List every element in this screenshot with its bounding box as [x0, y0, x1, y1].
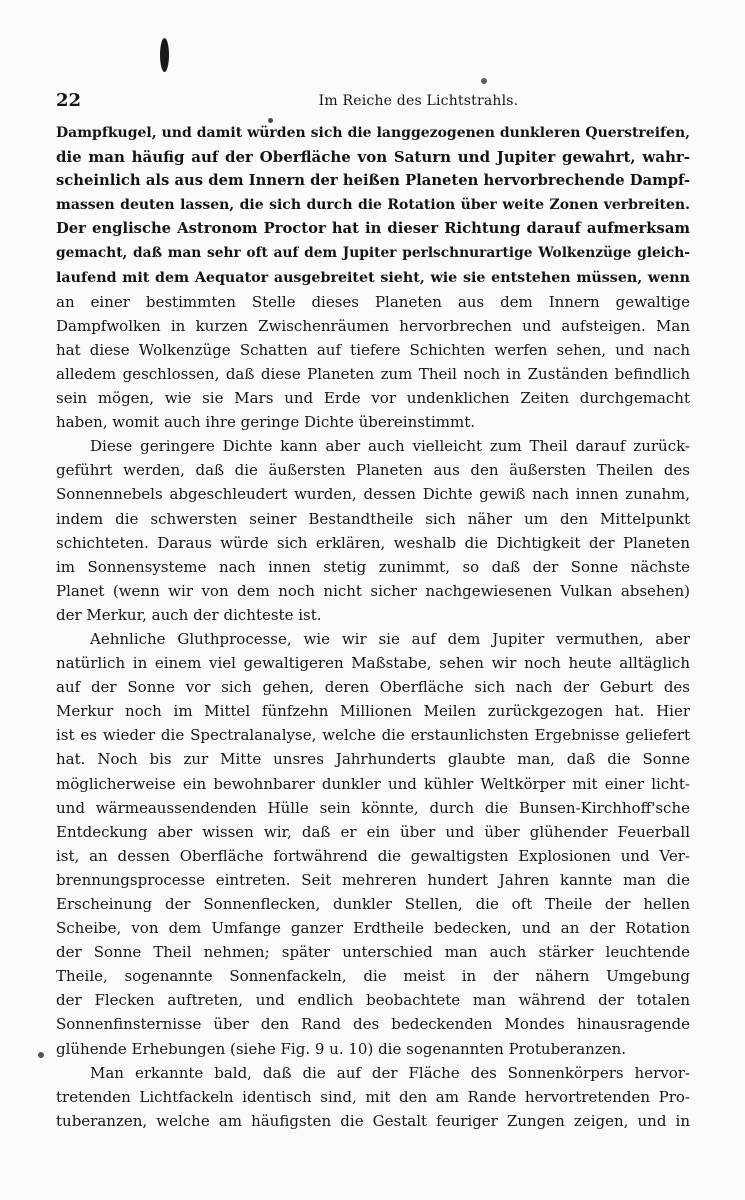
- text-line: Dampfkugel, und damit würden sich die langgezogenen dunkleren Querstreifen,: [56, 125, 690, 141]
- text-line: möglicherweise ein bewohnbarer dunkler und kühler Weltkörper mit einer licht-: [56, 774, 690, 793]
- text-line: der Flecken auftreten, und endlich beobachtete man während der totalen: [56, 991, 690, 1010]
- text-line: schichteten. Daraus würde sich erklären, weshalb die Dichtigkeit der Planeten: [56, 533, 690, 552]
- paragraph-first-line: Aehnliche Gluthprocesse, wie wir sie auf dem Jupiter vermuthen, aber: [90, 629, 690, 648]
- text-line: Merkur noch im Mittel fünfzehn Millionen Meilen zurückgezogen hat. Hier: [56, 702, 690, 721]
- text-line: indem die schwersten seiner Bestandtheile sich näher um den Mittelpunkt: [56, 509, 690, 528]
- text-line: auf der Sonne vor sich gehen, deren Oberfläche sich nach der Geburt des: [56, 678, 690, 697]
- text-line: sein mögen, wie sie Mars und Erde vor undenklichen Zeiten durchgemacht: [56, 389, 690, 408]
- text-line: natürlich in einem viel gewaltigeren Maßstabe, sehen wir noch heute alltäglich: [56, 654, 690, 673]
- ink-blot: [160, 38, 169, 72]
- text-line: Theile, sogenannte Sonnenfackeln, die meist in der nähern Umgebung: [56, 967, 690, 986]
- text-line: ist, an dessen Oberfläche fortwährend die gewaltigsten Explosionen und Ver-: [56, 846, 690, 865]
- text-line: brennungsprocesse eintreten. Seit mehreren hundert Jahren kannte man die: [56, 870, 690, 889]
- text-line: Scheibe, von dem Umfange ganzer Erdtheile bedecken, und an der Rotation: [56, 919, 690, 938]
- text-line: Sonnenfinsternisse über den Rand des bedeckenden Mondes hinausragende: [56, 1015, 690, 1034]
- text-line: tretenden Lichtfackeln identisch sind, mit den am Rande hervortretenden Pro-: [56, 1087, 690, 1106]
- text-line: an einer bestimmten Stelle dieses Planeten aus dem Innern gewaltige: [56, 292, 690, 311]
- text-line: im Sonnensysteme nach innen stetig zunimmt, so daß der Sonne nächste: [56, 557, 690, 576]
- text-line: geführt werden, daß die äußersten Planeten aus den äußersten Theilen des: [56, 461, 690, 480]
- text-line: Der englische Astronom Proctor hat in dieser Richtung darauf aufmerksam: [56, 220, 690, 238]
- text-line: laufend mit dem Aequator ausgebreitet sieht, wie sie entstehen müssen, wenn: [56, 269, 690, 286]
- text-line: die man häufig auf der Oberfläche von Saturn und Jupiter gewahrt, wahr-: [56, 148, 690, 167]
- text-line: scheinlich als aus dem Innern der heißen Planeten hervorbrechende Dampf-: [56, 172, 690, 190]
- text-line: ist es wieder die Spectralanalyse, welche die erstaunlichsten Ergebnisse geliefert: [56, 726, 690, 745]
- text-line: Entdeckung aber wissen wir, daß er ein über und über glühender Feuerball: [56, 822, 690, 841]
- text-line: tuberanzen, welche am häufigsten die Gestalt feuriger Zungen zeigen, und in: [56, 1111, 690, 1130]
- text-line: haben, womit auch ihre geringe Dichte übereinstimmt.: [56, 413, 475, 432]
- paragraph-first-line: Man erkannte bald, daß die auf der Fläche des Sonnenkörpers hervor-: [90, 1063, 690, 1082]
- text-line: hat. Noch bis zur Mitte unsres Jahrhunderts glaubte man, daß die Sonne: [56, 750, 690, 769]
- running-head: [56, 90, 691, 112]
- ink-speck: [38, 1052, 44, 1058]
- text-line: der Sonne Theil nehmen; später unterschied man auch stärker leuchtende: [56, 943, 690, 962]
- text-line: der Merkur, auch der dichteste ist.: [56, 605, 322, 624]
- body-text: [56, 121, 690, 1133]
- text-line: Planet (wenn wir von dem noch nicht sicher nachgewiesenen Vulkan absehen): [56, 581, 690, 600]
- text-line: alledem geschlossen, daß diese Planeten zum Theil noch in Zuständen befindlich: [56, 364, 690, 383]
- text-line: Erscheinung der Sonnenflecken, dunkler Stellen, die oft Theile der hellen: [56, 895, 690, 913]
- page-number: 22: [56, 90, 82, 111]
- text-line: hat diese Wolkenzüge Schatten auf tiefere Schichten werfen sehen, und nach: [56, 340, 690, 359]
- text-line: gemacht, daß man sehr oft auf dem Jupiter perlschnurartige Wolkenzüge gleich-: [56, 245, 690, 262]
- running-title: Im Reiche des Lichtstrahls.: [318, 93, 519, 109]
- text-line: massen deuten lassen, die sich durch die Rotation über weite Zonen verbreiten.: [56, 197, 690, 214]
- text-line: und wärmeaussendenden Hülle sein könnte, durch die Bunsen-Kirchhoff'sche: [56, 798, 690, 817]
- text-line: Dampfwolken in kurzen Zwischenräumen hervorbrechen und aufsteigen. Man: [56, 316, 690, 335]
- paragraph-first-line: Diese geringere Dichte kann aber auch vielleicht zum Theil darauf zurück-: [90, 437, 690, 456]
- text-line: Sonnennebels abgeschleudert wurden, dessen Dichte gewiß nach innen zunahm,: [56, 485, 690, 504]
- ink-speck: [481, 78, 487, 84]
- text-line: glühende Erhebungen (siehe Fig. 9 u. 10) die sogenannten Protuberanzen.: [56, 1039, 627, 1058]
